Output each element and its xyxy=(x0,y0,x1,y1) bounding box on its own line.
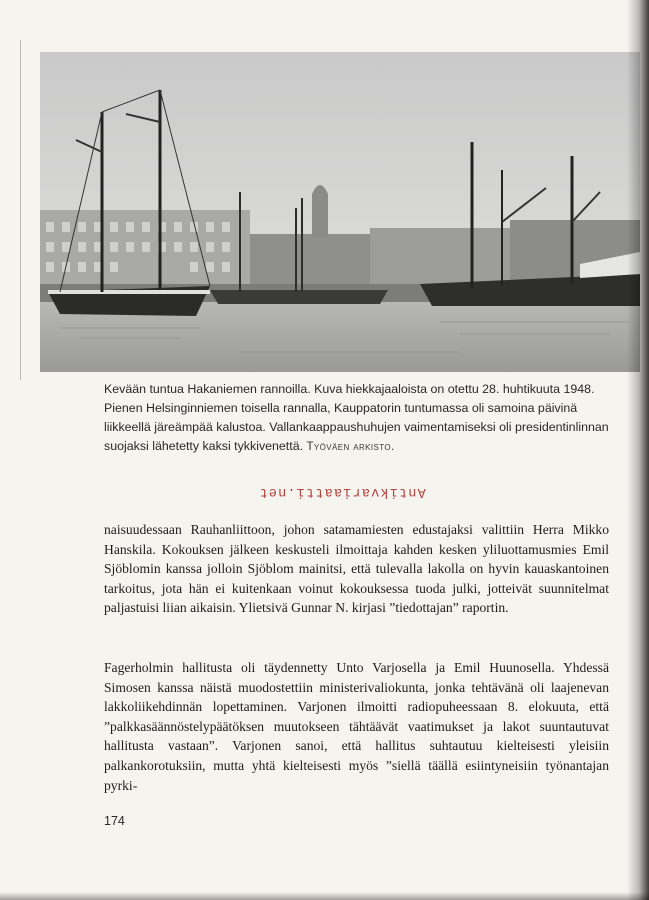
caption-text: Kevään tuntua Hakaniemen rannoilla. Kuva hiekkajaaloista on otettu 28. huhtikuuta 1948. Pienen Helsinginniemen toisella rannalla, Kauppatorin tuntumassa oli samoina päivinä liikkeellä järeämpää kalustoa. Vallankaappaushuhujen vaimentamiseksi oli presidentinlinnan suojaksi lähetetty kaksi tykkivenettä. xyxy=(104,382,609,453)
photo-caption xyxy=(104,380,609,457)
paragraph-text: Fagerholmin hallitusta oli täydennetty Unto Varjosella ja Emil Huunosella. Yhdessä Simosen kanssa näistä muodostettiin ministerivaliokunta, jonka tehtävänä oli laajenevan lakkoliikehdinnän lopettaminen. Varjonen ilmoitti radiopuheessaan 8. elokuuta, että ”palkkasäännöstelypäätöksen muutokseen tähtäävät vaatimukset ja lakot suuntautuvat hallitusta vastaan”. Varjonen sanoi, että hallitus suhtautuu kielteisesti yleisiin palkankorotuksiin, mutta yhtä kielteisesti myös ”siellä täällä esiintyneisiin työnantajan pyrki- xyxy=(104,660,609,793)
page-number: 174 xyxy=(104,814,125,828)
paragraph-text: naisuudessaan Rauhanliittoon, johon satamamiesten edustajaksi valittiin Herra Mikko Hanskila. Kokouksen jälkeen keskusteli ilmoittaja kahden kesken yliluottamusmies Emil Sjöblomin kanssa jolloin Sjöblom mainitsi, että tulevalla lakolla on hyvin kauaskantoinen tarkoitus, jota hän ei kuitenkaan voinut kokouksessa tuoda julki, jotteivät suunnitelmat paljastuisi liian aikaisin. Ylietsivä Gunnar N. kirjasi ”tiedottajan” raportin. xyxy=(104,522,609,616)
body-paragraph-1 xyxy=(104,520,609,618)
page-bottom-edge xyxy=(0,892,649,900)
gutter-shadow xyxy=(627,0,649,900)
margin-line xyxy=(20,40,21,380)
harbor-photo-icon xyxy=(40,52,640,372)
photo-credit: Työväen arkisto. xyxy=(306,440,395,453)
harbor-photo xyxy=(40,52,640,372)
antiquarian-stamp: Antikvariaatti.net xyxy=(258,484,426,499)
body-paragraph-2 xyxy=(104,658,609,795)
